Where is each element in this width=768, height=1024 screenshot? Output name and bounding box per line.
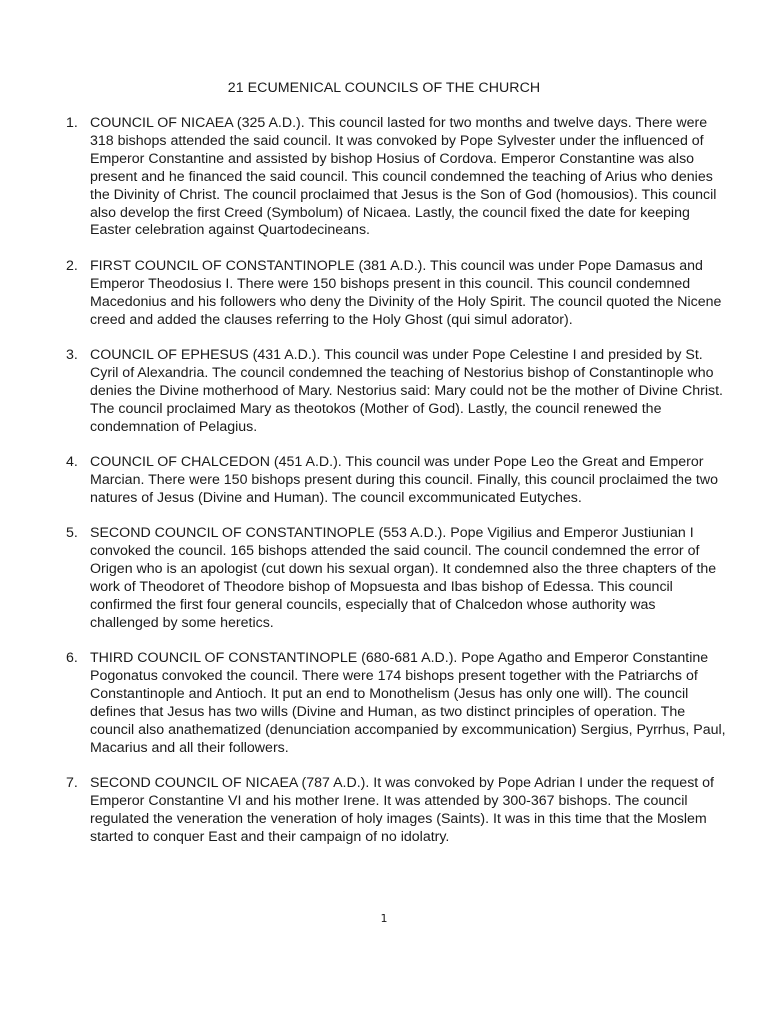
list-item: [66, 525, 726, 632]
list-item-text: FIRST COUNCIL OF CONSTANTINOPLE (381 A.D.). This council was under Pope Damasus and Emperor Theodosius I. There were 150 bishops present in this council. This council condemned Macedonius and his followers who deny the Divinity of the Holy Spirit. The council quoted the Nicene creed and added the clauses referring to the Holy Ghost (qui simul adorator).: [90, 257, 722, 328]
list-item-number: 4.: [66, 454, 78, 470]
list-item: [66, 650, 726, 757]
list-item-text: SECOND COUNCIL OF CONSTANTINOPLE (553 A.D.). Pope Vigilius and Emperor Justiunian I convoked the council. 165 bishops attended the said council. The council condemned the error of Origen who is an apologist (cut down his sexual organ). It condemned also the three chapters of the work of Theodoret of Theodore bishop of Mopsuesta and Ibas bishop of Edessa. This council confirmed the first four general councils, especially that of Chalcedon whose authority was challenged by some heretics.: [90, 525, 717, 631]
list-item: [66, 775, 726, 847]
list-item: [66, 347, 726, 437]
list-item-number: 1.: [66, 115, 78, 131]
list-item-text: SECOND COUNCIL OF NICAEA (787 A.D.). It was convoked by Pope Adrian I under the request of Emperor Constantine VI and his mother Irene. It was attended by 300-367 bishops. The council regulated the veneration the veneration of holy images (Saints). It was in this time that the Moslem started to conquer East and their campaign of no idolatry.: [90, 775, 714, 845]
list-item-number: 2.: [66, 257, 78, 274]
list-item-number: 6.: [66, 650, 78, 667]
list-item-text: COUNCIL OF CHALCEDON (451 A.D.). This council was under Pope Leo the Great and Emperor Marcian. There were 150 bishops present during this council. Finally, this council proclaimed the two natures of Jesus (Divine and Human). The council excommunicated Eutyches.: [90, 454, 718, 506]
list-item-text: COUNCIL OF NICAEA (325 A.D.). This council lasted for two months and twelve days. There were 318 bishops attended the said council. It was convoked by Pope Sylvester under the influenced of Emperor Constantine and assisted by bishop Hosius of Cordova. Emperor Constantine was also present and he financed the said council. This council condemned the teaching of Arius who denies the Divinity of Christ. The council proclaimed that Jesus is the Son of God (homousios). This council also develop the first Creed (Symbolum) of Nicaea. Lastly, the council fixed the date for keeping Easter celebration against Quartodecineans.: [90, 115, 717, 239]
list-item: [66, 454, 726, 508]
document-title: 21 ECUMENICAL COUNCILS OF THE CHURCH: [227, 80, 541, 96]
list-item: [66, 258, 726, 330]
page-number: 1: [380, 912, 388, 925]
list-item: [66, 115, 726, 240]
council-list: [66, 115, 726, 864]
list-item-text: THIRD COUNCIL OF CONSTANTINOPLE (680-681 A.D.). Pope Agatho and Emperor Constantine Pogonatus convoked the council. There were 174 bishops present together with the Patriarchs of Constantinople and Antioch. It put an end to Monothelism (Jesus has only one will). The council defines that Jesus has two wills (Divine and Human, as two distinct principles of operation. The council also anathematized (denunciation accompanied by excommunication) Sergius, Pyrrhus, Paul, Macarius and all their followers.: [90, 650, 726, 756]
list-item-text: COUNCIL OF EPHESUS (431 A.D.). This council was under Pope Celestine I and presided by St. Cyril of Alexandria. The council condemned the teaching of Nestorius bishop of Constantinople who denies the Divine motherhood of Mary. Nestorius said: Mary could not be the mother of Divine Christ. The council proclaimed Mary as theotokos (Mother of God). Lastly, the council renewed the condemnation of Pelagius.: [90, 346, 723, 435]
list-item-number: 5.: [66, 525, 78, 542]
list-item-number: 7.: [66, 775, 78, 792]
list-item-number: 3.: [66, 346, 78, 363]
